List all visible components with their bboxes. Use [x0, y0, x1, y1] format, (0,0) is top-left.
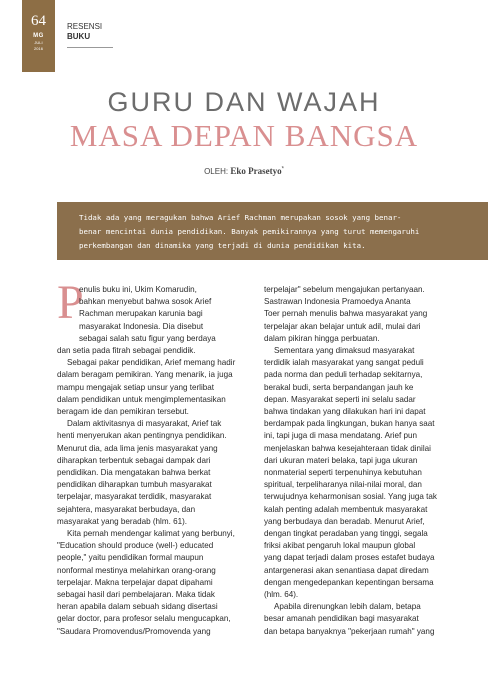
body-text-line: gelar doctor, para profesor selalu mengucapkan, — [57, 614, 231, 624]
body-text-line: dan setia pada fitrah sebagai pendidik. — [57, 346, 196, 356]
body-text-line: dan betapa banyaknya "pekerjaan rumah" yang — [264, 626, 435, 636]
body-text-line: dengan tingkat peradaban yang tinggi, segala — [264, 529, 428, 539]
body-text-line: Sastrawan Indonesia Pramoedya Ananta — [264, 297, 411, 307]
body-text-line: Sebagai pakar pendidikan, Arief memang hadir — [67, 358, 236, 368]
body-text-line: nonmaterial seperti terpenuhinya kebutuhan — [264, 468, 422, 478]
body-text-line: sebagai salah satu figur yang berdaya — [79, 333, 216, 343]
body-text-line: terpelajar, masyarakat terdidik, masyarakat — [57, 492, 212, 502]
article-title-line-1: GURU DAN WAJAH — [107, 87, 381, 117]
page-number: 64 — [31, 13, 46, 29]
body-text-line: spiritual, terpeliharanya nilai-nilai moral, dan — [264, 480, 422, 490]
body-text-line: terpelajar. Makna terpelajar dapat dipahami — [57, 577, 213, 587]
body-text-line: antargenerasi akan senantiasa dapat diredam — [264, 565, 429, 575]
body-text-line: terwujudnya keharmonisan sosial. Yang juga tak — [264, 492, 437, 502]
body-text-line: diharapkan terbentuk sebagai dampak dari — [57, 455, 211, 465]
body-text-line: Menurut dia, ada lima jenis masyarakat yang — [57, 443, 218, 453]
body-text-line: Sementara yang dimaksud masyarakat — [274, 346, 415, 356]
body-text-line: friksi akibat pengaruh lokal maupun global — [264, 541, 416, 551]
body-text-line: terpelajar" sebelum mengajukan pertanyaan. — [264, 285, 425, 294]
section-label — [67, 22, 102, 42]
section-line-1: RESENSI — [67, 22, 103, 31]
body-text-line: (hlm. 64). — [264, 590, 299, 600]
article-title-line-2: MASA DEPAN BANGSA — [69, 118, 419, 153]
body-text-line: berakal budi, serta berpandangan jauh ke — [264, 382, 414, 392]
body-text-line: Rachman merupakan karunia bagi — [79, 309, 203, 319]
body-text-line: dalam pendidikan untuk mengimplementasikan — [57, 394, 226, 404]
body-text-line: yang dapat terjadi dalam proses estafet budaya — [264, 553, 435, 563]
body-text-line: dalam beragam pemikiran. Yang menarik, ia juga — [57, 370, 233, 380]
drop-cap: P — [57, 276, 84, 329]
lead-line: perkembangan dan dinamika yang terjadi di dunia pendidikan kita. — [79, 241, 366, 250]
byline-author: Eko Prasetyo — [230, 166, 282, 176]
body-text-line: masyarakat Indonesia. Dia disebut — [79, 321, 204, 331]
body-text-line: masyarakat yang beradab (hlm. 61). — [57, 516, 188, 526]
body-text-line: pendidikan diharapkan tumbuh masyarakat — [57, 480, 212, 490]
page-number-tab — [22, 0, 55, 72]
lead-paragraph — [57, 202, 488, 260]
body-text-line: berdampak pada lingkungan, bukan hanya saat — [264, 419, 435, 429]
body-text-line: "Saudara Promovendus/Promovenda yang — [57, 626, 211, 636]
body-text-line: enulis buku ini, Ukim Komarudin, — [79, 285, 197, 294]
body-text-line: dengan mengedepankan kepentingan bersama — [264, 577, 434, 587]
issue-year: 2016 — [34, 46, 43, 51]
body-text-line: heran apabila dalam sebuah sidang disertasi — [57, 602, 218, 612]
magazine-mark: MG — [33, 33, 44, 39]
body-text-line: depan. Masyarakat seperti ini selalu sadar — [264, 394, 416, 404]
body-text-line: sebagai hasil dari pembelajaran. Maka tidak — [57, 590, 215, 600]
header-divider — [67, 47, 113, 48]
lead-line: Tidak ada yang meragukan bahwa Arief Rachman merupakan sosok yang benar- — [79, 213, 402, 222]
body-text-line: beragam ide dan pemikiran tersebut. — [57, 407, 189, 417]
body-text-line: kalah penting adalah membentuk masyarakat — [264, 504, 428, 514]
body-text-line: ini, tapi juga di masa mendatang. Arief pun — [264, 431, 417, 441]
lead-line: benar mencintai dunia pendidikan. Banyak pemikirannya yang turut memengaruhi — [79, 227, 420, 236]
body-text-line: mampu mengajak setiap unsur yang terlibat — [57, 382, 215, 392]
body-text-line: sejahtera, masyarakat berbudaya, dan — [57, 504, 196, 514]
body-text-line: people," yaitu pendidikan formal maupun — [57, 553, 204, 563]
body-text-line: besar amanah pendidikan bagi masyarakat — [264, 614, 419, 624]
body-text-line: terpelajar akan belajar untuk adil, mulai dari — [264, 321, 421, 331]
body-text-line: Apabila direnungkan lebih dalam, betapa — [274, 602, 421, 612]
body-text-line: pendidikan. Dia mengatakan bahwa berkat — [57, 468, 211, 478]
body-text-line: Kita pernah mendengar kalimat yang berbunyi, — [67, 529, 235, 539]
issue-month: JULI — [34, 40, 43, 45]
body-text-line: dalam pikiran hingga perbuatan. — [264, 333, 380, 343]
body-text-line: Dalam aktivitasnya di masyarakat, Arief tak — [67, 419, 222, 429]
body-text-line: bahkan menyebut bahwa sosok Arief — [79, 297, 212, 307]
byline — [0, 166, 488, 176]
byline-footnote-mark: * — [281, 166, 284, 173]
body-text-line: dari ukuran materi belaka, tapi juga ukuran — [264, 455, 418, 465]
body-text-line: nonformal mestinya melahirkan orang-orang — [57, 565, 216, 575]
body-text-line: henti menyerukan akan pentingnya pendidikan. — [57, 431, 227, 441]
body-text-line: "Education should produce (well-) educated — [57, 541, 214, 551]
body-text-line: menjelaskan bahwa kesejahteraan tidak dinilai — [264, 443, 431, 453]
body-text-line: bahwa tindakan yang dilakukan hari ini dapat — [264, 407, 426, 417]
body-text-line: terdidik ialah masyarakat yang sangat peduli — [264, 358, 424, 368]
body-column-left — [57, 276, 275, 638]
body-column-right — [264, 284, 474, 638]
body-text-line: Toer pernah menulis bahwa masyarakat yang — [264, 309, 428, 319]
byline-prefix: OLEH: — [204, 167, 229, 176]
section-line-2: BUKU — [67, 32, 91, 41]
body-text-line: pada norma dan peduli terhadap sekitarnya, — [264, 370, 423, 380]
body-text-line: yang berbudaya dan beradab. Menurut Arief, — [264, 516, 425, 526]
